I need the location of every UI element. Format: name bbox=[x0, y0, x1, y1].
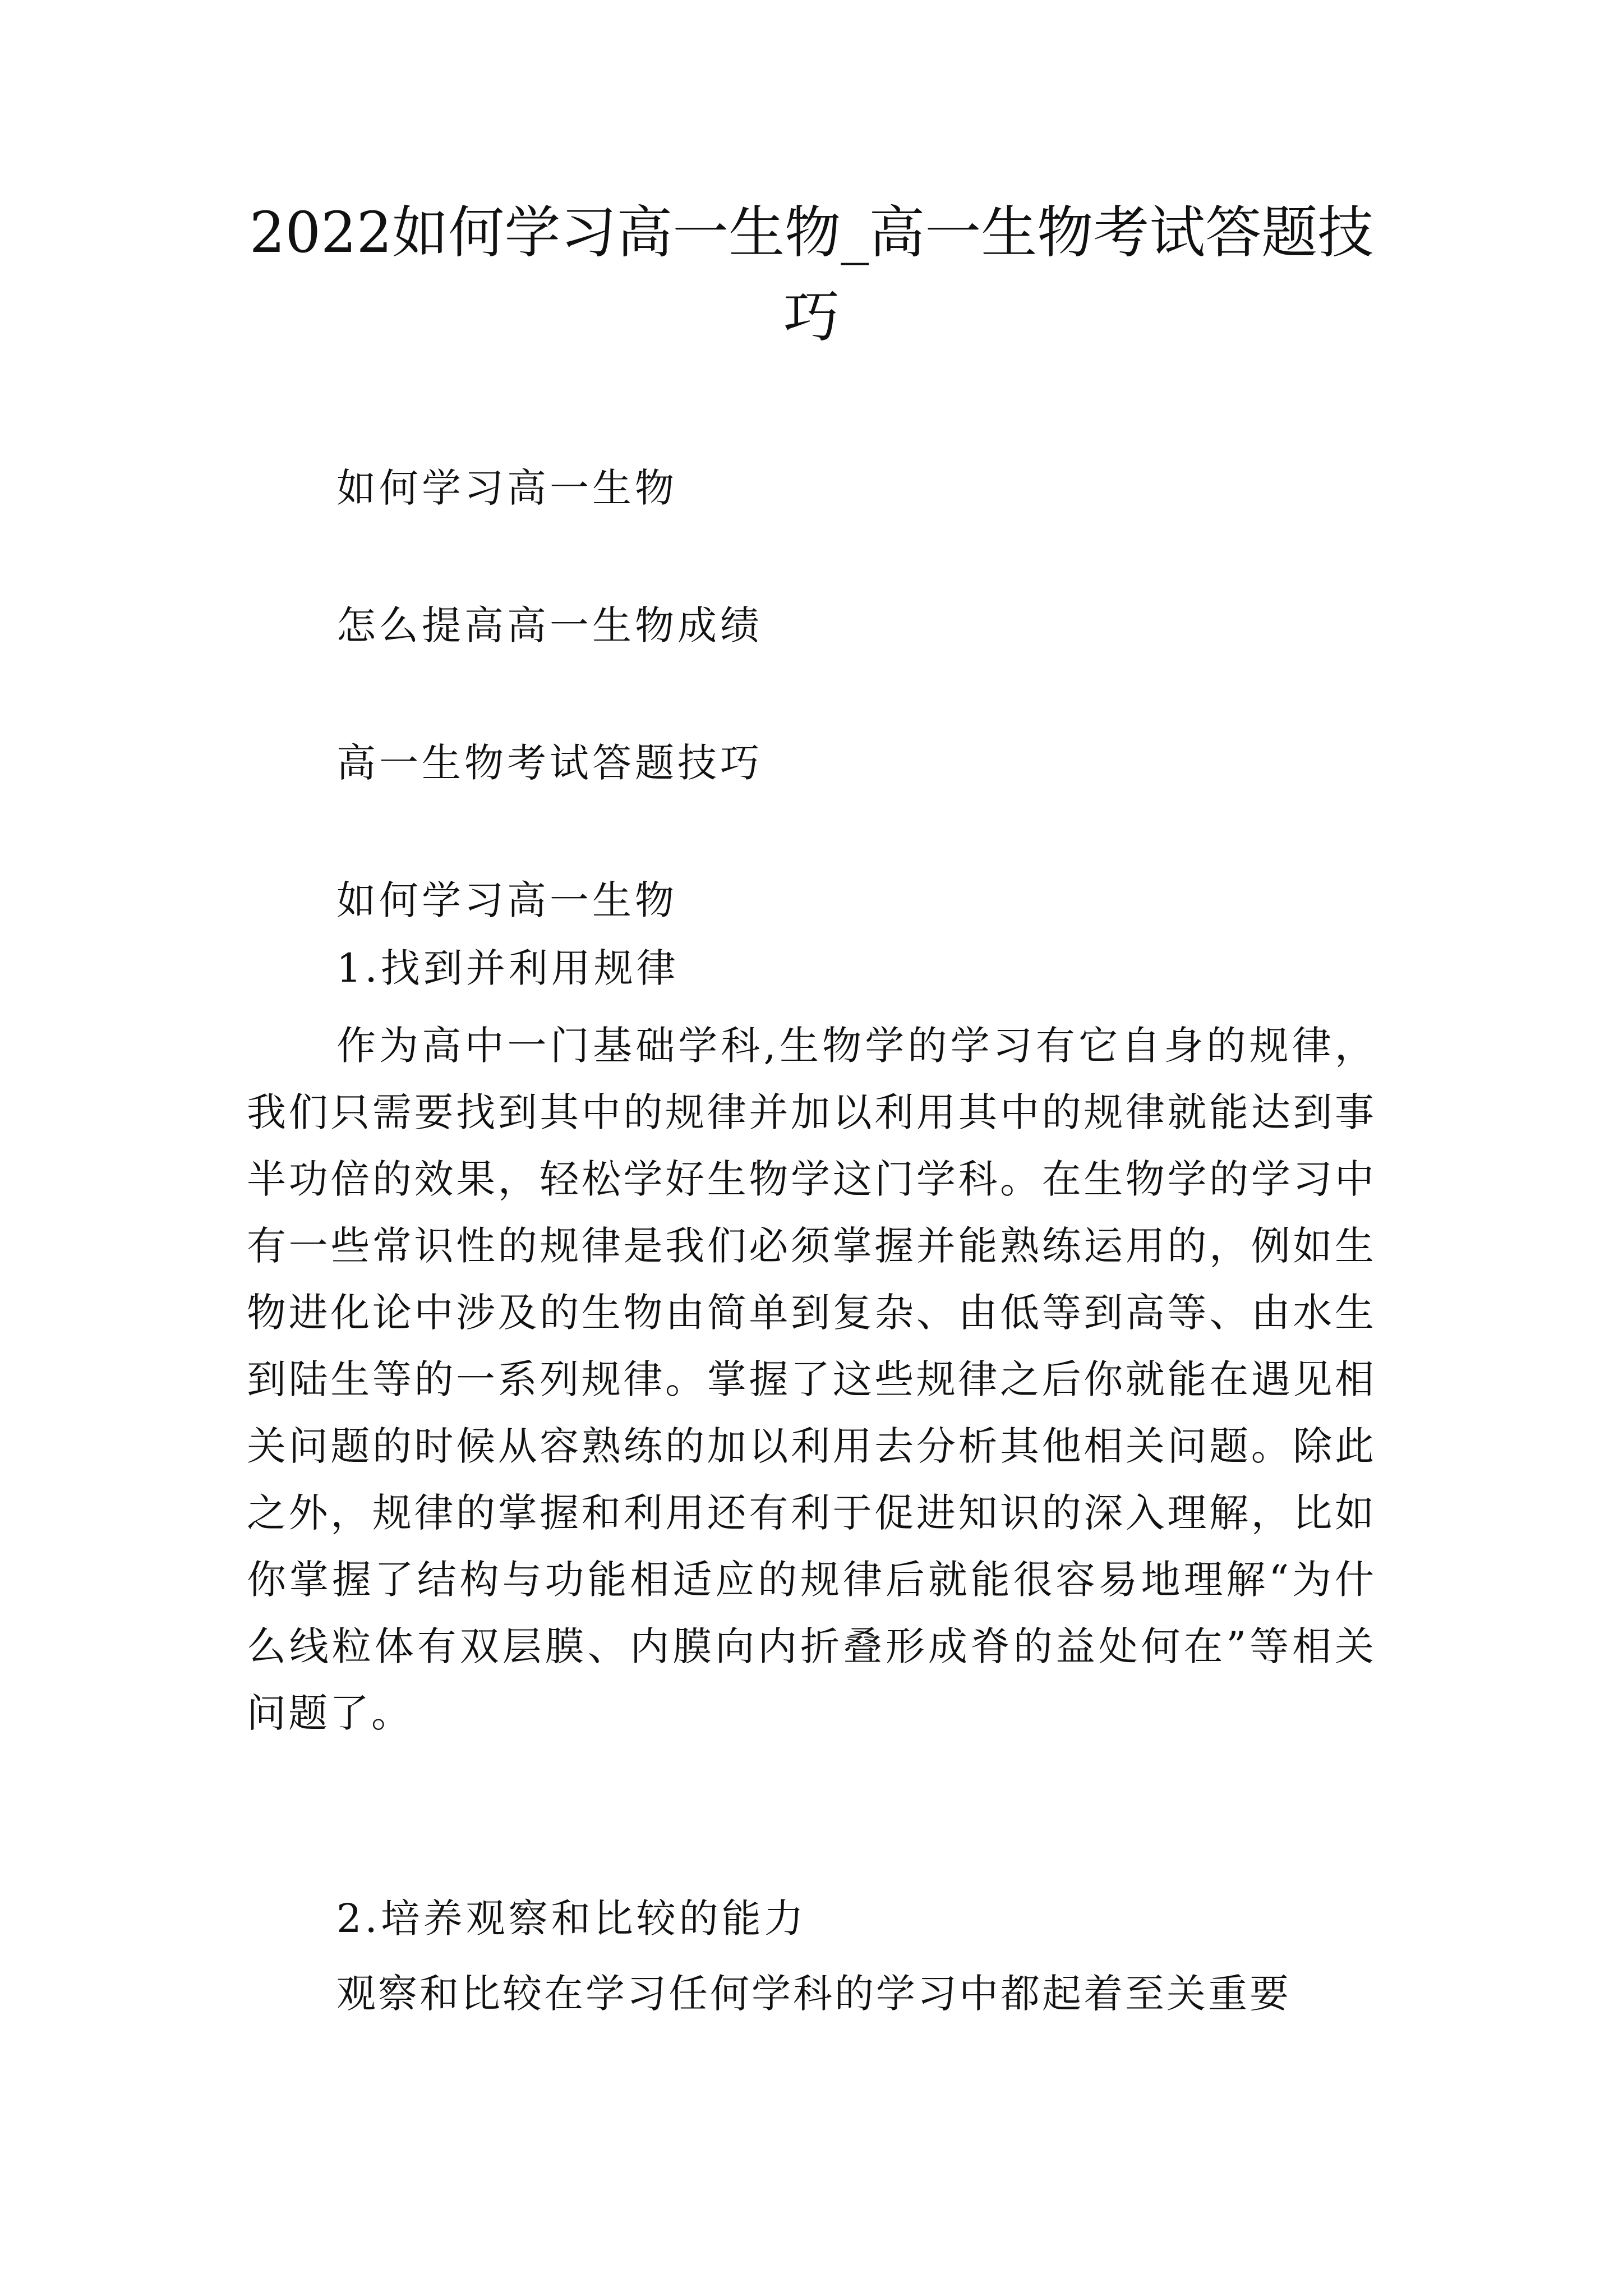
subsection-heading-1: 1.找到并利用规律 bbox=[336, 945, 679, 991]
subsection-heading-2: 2.培养观察和比较的能力 bbox=[336, 1895, 807, 1941]
section-heading: 如何学习高一生物 bbox=[336, 877, 677, 923]
toc-item-how-to-learn: 如何学习高一生物 bbox=[336, 465, 677, 511]
paragraph-2: 观察和比较在学习任何学科的学习中都起着至关重要 bbox=[336, 1971, 1291, 2017]
toc-item-exam-tips: 高一生物考试答题技巧 bbox=[336, 740, 763, 786]
paragraph-1: 作为高中一门基础学科,生物学的学习有它自身的规律，我们只需要找到其中的规律并加以利用其中的规律就能达到事半功倍的效果，轻松学好生物学这门学科。在生物学的学习中有一些常识性的规律是我们必须掌握并能熟练运用的，例如生物进化论中涉及的生物由简单到复杂、由低等到高等、由水生到陆生等的一系列规律。掌握了这些规律之后你就能在遇见相关问题的时候从容熟练的加以利用去分析其他相关问题。除此之外，规律的掌握和利用还有利于促进知识的深入理解，比如你掌握了结构与功能相适应的规律后就能很容易地理解“为什么线粒体有双层膜、内膜向内折叠形成脊的益处何在”等相关问题了。 bbox=[247, 1023, 1376, 1736]
toc-item-improve-scores: 怎么提高高一生物成绩 bbox=[336, 602, 763, 648]
document-title: 2022如何学习高一生物_高一生物考试答题技巧 bbox=[249, 200, 1374, 349]
